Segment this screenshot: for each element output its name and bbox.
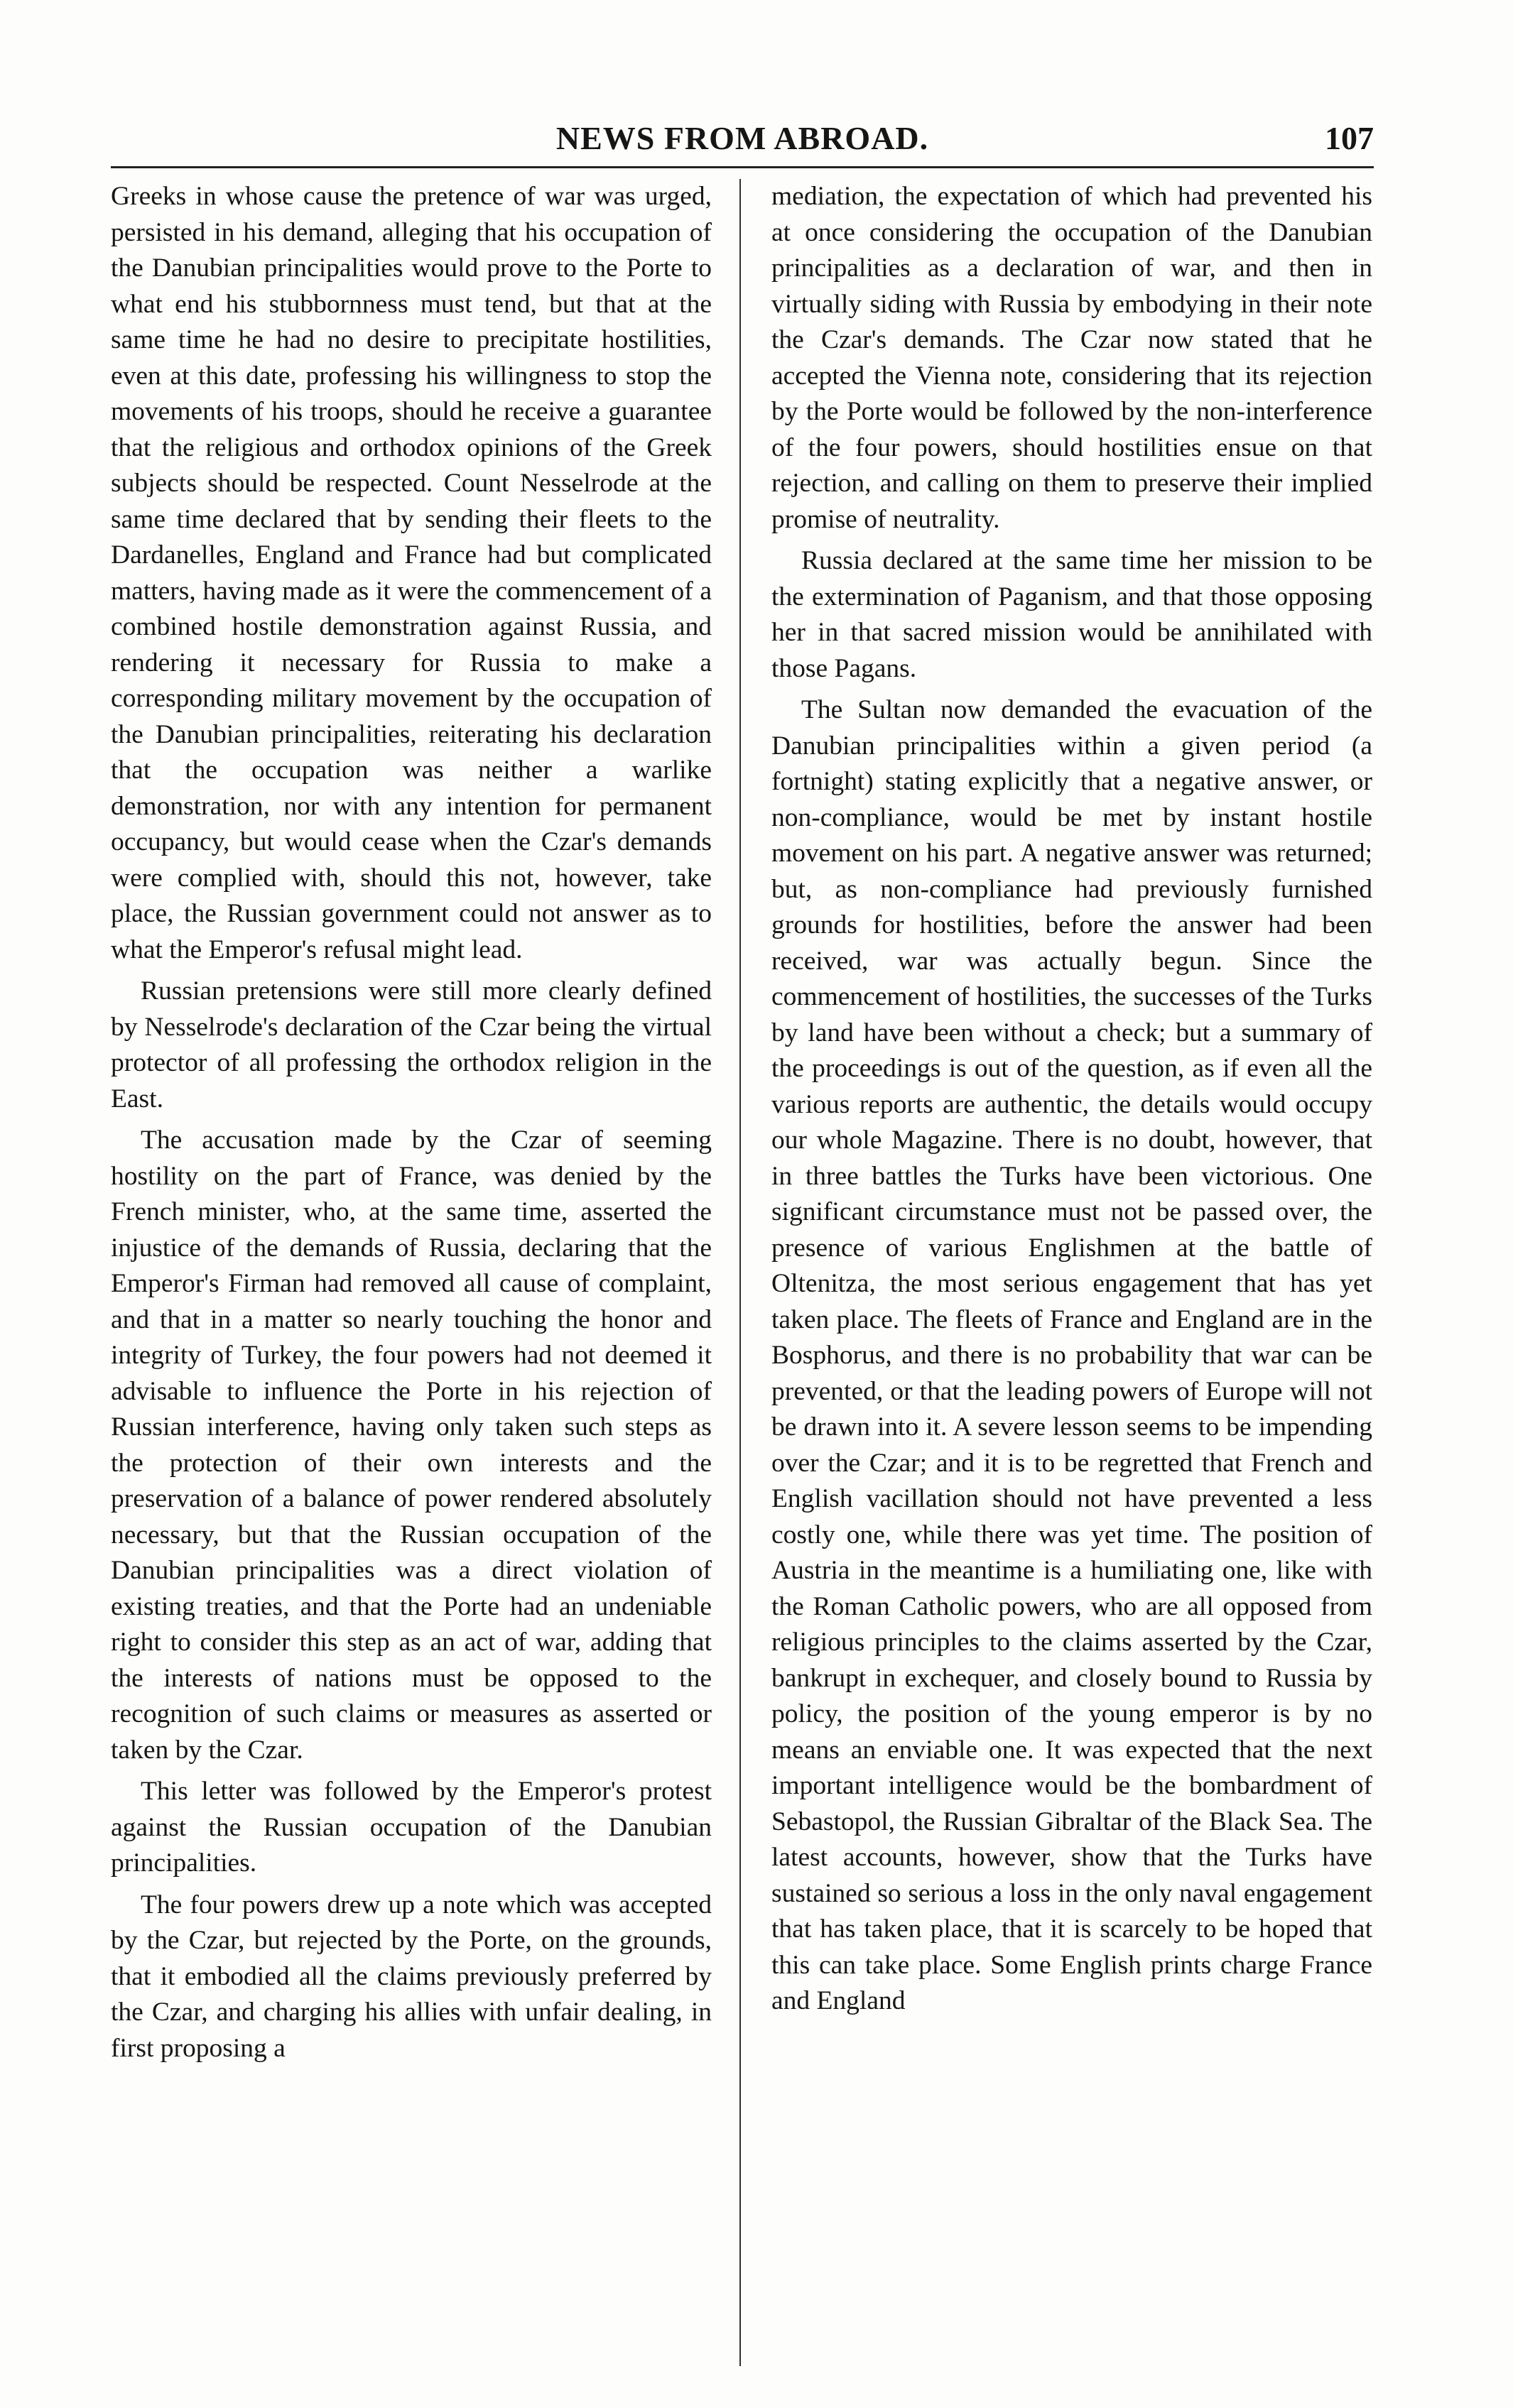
- running-head: NEWS FROM ABROAD.: [555, 120, 929, 156]
- paragraph: The four powers drew up a note which was accepted by the Czar, but rejected by the Porte, on the grounds, that it embodied all the claims previously preferred by the Czar, and charging his allies with unfair dealing, in first proposing a: [111, 1890, 712, 2063]
- column-divider: [739, 179, 741, 2366]
- left-column: [111, 179, 712, 2366]
- paragraph: Russia declared at the same time her mission to be the extermination of Paganism, and that those opposing her in that sacred mission would be annihilated with those Pagans.: [771, 546, 1372, 683]
- right-column: [771, 179, 1372, 2366]
- paragraph: The Sultan now demanded the evacuation of the Danubian principalities within a given period (a fortnight) stating explicitly that a negative answer, or non-compliance, would be met by instant hostile movement on his part. A negative answer was returned; but, as non-compliance had previously furnished grounds for hostilities, before the answer had been received, war was actually begun. Since the commencement of hostilities, the successes of the Turks by land have been without a check; but a summary of the proceedings is out of the question, as if even all the various reports are authentic, the details would occupy our whole Magazine. There is no doubt, however, that in three battles the Turks have been victorious. One significant circumstance must not be passed over, the presence of various Englishmen at the battle of Oltenitza, the most serious engagement that has yet taken place. The fleets of France and England are in the Bosphorus, and there is no probability that war can be prevented, or that the leading powers of Europe will not be drawn into it. A severe lesson seems to be impending over the Czar; and it is to be regretted that French and English vacillation should not have prevented a less costly one, while there was yet time. The position of Austria in the meantime is a humiliating one, like with the Roman Catholic powers, who are all opposed from religious principles to the claims asserted by the Czar, bankrupt in exchequer, and closely bound to Russia by policy, the position of the young emperor is by no means an enviable one. It was expected that the next important intelligence would be the bombardment of Sebastopol, the Russian Gibraltar of the Black Sea. The latest accounts, however, show that the Turks have sustained so serious a loss in the only naval engagement that has taken place, that it is scarcely to be hoped that this can take place. Some English prints charge France and England: [771, 695, 1372, 2015]
- paragraph: This letter was followed by the Emperor's protest against the Russian occupation of the Danubian principalities.: [111, 1777, 712, 1878]
- page-header: [111, 119, 1374, 163]
- paragraph: Greeks in whose cause the pretence of war was urged, persisted in his demand, alleging that his occupation of the Danubian principalities would prove to the Porte to what end his stubbornness must tend, but that at the same time he had no desire to precipitate hostilities, even at this date, professing his willingness to stop the movements of his troops, should he receive a guarantee that the religious and orthodox opinions of the Greek subjects should be respected. Count Nesselrode at the same time declared that by sending their fleets to the Dardanelles, England and France had but complicated matters, having made as it were the commencement of a combined hostile demonstration against Russia, and rendering it necessary for Russia to make a corresponding military movement by the occupation of the Danubian principalities, reiterating his declaration that the occupation was neither a warlike demonstration, nor with any intention for permanent occupancy, but would cease when the Czar's demands were complied with, should this not, however, take place, the Russian government could not answer as to what the Emperor's refusal might lead.: [111, 182, 712, 964]
- page-number: 107: [1325, 120, 1374, 156]
- header-rule: [111, 166, 1374, 168]
- paragraph: Russian pretensions were still more clearly defined by Nesselrode's declaration of the Czar being the virtual protector of all professing the orthodox religion in the East.: [111, 976, 712, 1113]
- paragraph: The accusation made by the Czar of seeming hostility on the part of France, was denied by the French minister, who, at the same time, asserted the injustice of the demands of Russia, declaring that the Emperor's Firman had removed all cause of complaint, and that in a matter so nearly touching the honor and integrity of Turkey, the four powers had not deemed it advisable to influence the Porte in his rejection of Russian interference, having only taken such steps as the protection of their own interests and the preservation of a balance of power rendered absolutely necessary, but that the Russian occupation of the Danubian principalities was a direct violation of existing treaties, and that the Porte had an undeniable right to consider this step as an act of war, adding that the interests of nations must be opposed to the recognition of such claims or measures as asserted or taken by the Czar.: [111, 1126, 712, 1765]
- paragraph: mediation, the expectation of which had prevented his at once considering the occupation of the Danubian principalities as a declaration of war, and then in virtually siding with Russia by embodying in their note the Czar's demands. The Czar now stated that he accepted the Vienna note, considering that its rejection by the Porte would be followed by the non-interference of the four powers, should hostilities ensue on that rejection, and calling on them to preserve their implied promise of neutrality.: [771, 182, 1372, 534]
